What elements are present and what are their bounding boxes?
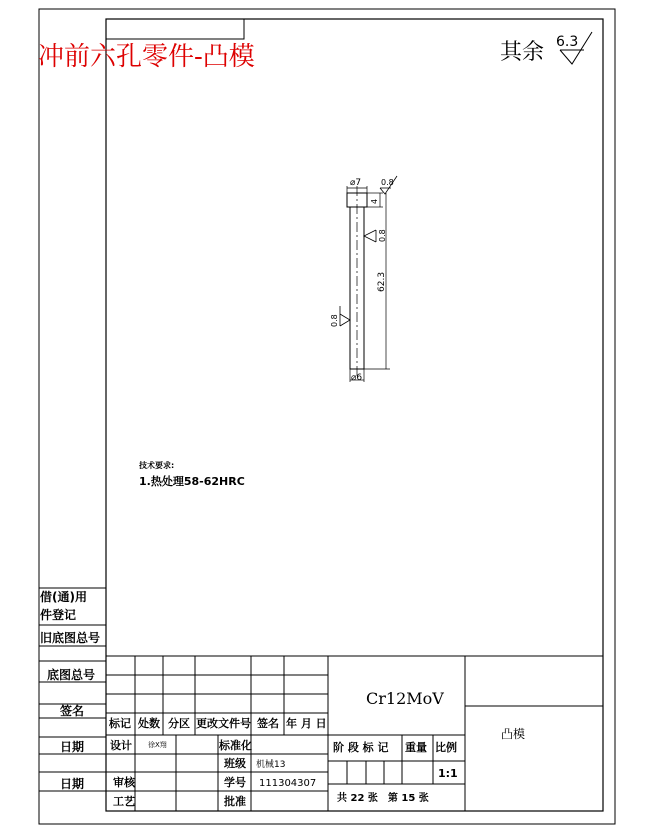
tech-requirement-1: 1.热处理58-62HRC — [139, 475, 245, 488]
rev-header-mark: 标记 — [109, 717, 131, 730]
borrow-record-label-2: 件登记 — [40, 608, 77, 622]
dim-head-length: 4 — [370, 198, 379, 204]
class-label: 班级 — [224, 757, 246, 770]
roughness-right-icon — [364, 230, 376, 242]
stage-mark-header: 阶 段 标 记 — [333, 741, 389, 754]
design-name: 徐X翔 — [148, 741, 167, 749]
rest-surface-label: 其余 — [500, 40, 545, 65]
date-label-2: 日期 — [60, 777, 85, 791]
rest-roughness-value: 6.3 — [556, 34, 579, 50]
standardization-label: 标准化 — [219, 739, 252, 752]
tech-requirements-heading: 技术要求: — [139, 461, 175, 470]
weight-header: 重量 — [405, 741, 427, 754]
scale-header: 比例 — [435, 741, 457, 754]
old-drawing-no-label: 旧底图总号 — [40, 631, 101, 645]
class-value: 机械13 — [256, 760, 286, 770]
review-label: 审核 — [113, 776, 135, 789]
rev-header-zone: 分区 — [168, 717, 190, 730]
design-label: 设计 — [110, 739, 132, 752]
dim-bottom-diameter: ⌀6 — [351, 373, 363, 383]
rev-header-signature: 签名 — [257, 717, 279, 730]
part-name-text: 凸模 — [501, 727, 526, 741]
roughness-right-value: 0.8 — [378, 229, 387, 242]
student-no-value: 111304307 — [259, 778, 317, 789]
roughness-left-value: 0.8 — [330, 314, 339, 327]
drawing-title: 冲前六孔零件-凸模 — [38, 42, 255, 72]
rev-header-change-doc: 更改文件号 — [196, 717, 251, 730]
part-view — [330, 176, 397, 383]
date-label-1: 日期 — [60, 740, 85, 754]
sheet-count: 共 22 张 第 15 张 — [337, 793, 429, 804]
borrow-record-label-1: 借(通)用 — [40, 590, 87, 604]
roughness-top-value: 0.8 — [381, 178, 394, 187]
rev-header-date: 年 月 日 — [286, 717, 327, 730]
outer-border — [39, 9, 615, 824]
title-block-grid — [106, 656, 603, 811]
rev-header-count: 处数 — [138, 717, 160, 730]
signature-label: 签名 — [60, 704, 85, 718]
material-text: Cr12MoV — [366, 689, 444, 708]
scale-value: 1:1 — [438, 767, 458, 780]
process-label: 工艺 — [113, 795, 135, 808]
dim-length: 62.3 — [377, 271, 387, 292]
top-name-box — [106, 19, 244, 39]
roughness-left-icon — [340, 306, 350, 326]
inner-frame — [106, 19, 603, 811]
student-no-label: 学号 — [224, 776, 246, 789]
approve-label: 批准 — [224, 795, 246, 808]
base-drawing-no-label: 底图总号 — [47, 668, 96, 682]
dim-top-diameter: ⌀7 — [350, 178, 362, 188]
